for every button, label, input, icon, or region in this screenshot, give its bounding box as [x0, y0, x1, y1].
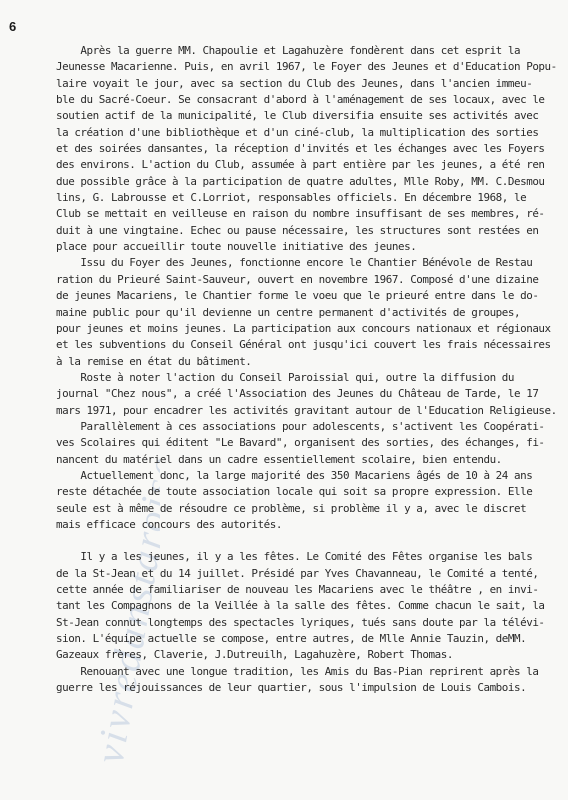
text-line: sion. L'équipe actuelle se compose, entre autres, de Mlle Annie Tauzin, deMM. [56, 632, 527, 646]
text-line: Club se mettait en veilleuse en raison du nombre insuffisant de ses membres, ré- [56, 207, 545, 221]
text-line: de jeunes Macariens, le Chantier forme le voeu que le prieuré entre dans le do- [56, 289, 539, 303]
text-line: ves Scolaires qui éditent "Le Bavard", organisent des sorties, des échanges, fi- [56, 436, 545, 450]
text-line: mars 1971, pour encadrer les activités gravitant autour de l'Education Religieuse. [56, 403, 557, 417]
text-line: seule est à même de résoudre ce problème, si problème il y a, avec le discret [56, 501, 527, 515]
text-line: et les subventions du Conseil Général ont jusqu'ici couvert les frais nécessaires [56, 338, 551, 352]
text-line: Après la guerre MM. Chapoulie et Lagahuzère fondèrent dans cet esprit la [56, 44, 521, 57]
text-line: due possible grâce à la participation de quatre adultes, Mlle Roby, MM. C.Desmou [56, 174, 545, 188]
text-line: reste détachée de toute association locale qui soit sa propre expression. Elle [56, 485, 533, 499]
paragraph [56, 370, 564, 419]
paragraph [56, 549, 564, 663]
text-line: mais efficace concours des autorités. [56, 517, 282, 531]
text-line: guerre les réjouissances de leur quartier, sous l'impulsion de Louis Cambois. [56, 681, 527, 695]
page-number: 6 [9, 19, 17, 34]
text-line: Renouant avec une longue tradition, les Amis du Bas-Pian reprirent après la [56, 664, 539, 678]
text-line: laire voyait le jour, avec sa section du Club des Jeunes, dans l'ancien immeu- [56, 76, 533, 90]
text-line: des environs. L'action du Club, assumée à part entière par les jeunes, a été ren [56, 158, 545, 172]
text-line: maine public pour qu'il devienne un centre permanent d'activités de groupes, [56, 305, 521, 319]
document-body [56, 43, 564, 696]
paragraph-gap [56, 533, 564, 549]
text-line: et des soirées dansantes, la réception d'invités et les échanges avec les Foyers [56, 142, 545, 156]
text-line: lins, G. Labrousse et C.Lorriot, responsables officiels. En décembre 1968, le [56, 191, 527, 205]
text-line: St-Jean connut longtemps des spectacles lyriques, tués sans doute par la télévi- [56, 615, 545, 629]
text-line: Parallèlement à ces associations pour adolescents, s'activent les Coopérati- [56, 419, 545, 433]
text-line: cette année de familiariser de nouveau les Macariens avec le théâtre , en invi- [56, 583, 539, 596]
text-line: ration du Prieuré Saint-Sauveur, ouvert en novembre 1967. Composé d'une dizaine [56, 272, 539, 286]
text-line: journal "Chez nous", a créé l'Association des Jeunes du Château de Tarde, le 17 [56, 387, 539, 401]
paragraph [56, 43, 564, 255]
text-line: la création d'une bibliothèque et d'un ciné-club, la multiplication des sorties [56, 125, 539, 139]
text-line: pour jeunes et moins jeunes. La participation aux concours nationaux et régionaux [56, 321, 551, 335]
text-line: Gazeaux frères, Claverie, J.Dutreuilh, Lagahuzère, Robert Thomas. [56, 648, 453, 662]
text-line: Actuellement donc, la large majorité des 350 Macariens âgés de 10 à 24 ans [56, 468, 533, 482]
text-line: à la remise en état du bâtiment. [56, 354, 252, 368]
paragraph [56, 664, 564, 697]
paragraph [56, 255, 564, 369]
paragraph [56, 419, 564, 468]
text-line: soutien actif de la municipalité, le Club diversifia ensuite ses activités avec [56, 109, 539, 123]
text-line: Roste à noter l'action du Conseil Paroissial qui, outre la diffusion du [56, 370, 515, 384]
text-line: de la St-Jean et du 14 juillet. Présidé par Yves Chavanneau, le Comité a tenté, [56, 566, 539, 580]
text-line: place pour accueillir toute nouvelle initiative des jeunes. [56, 240, 417, 254]
text-line: Jeunesse Macarienne. Puis, en avril 1967, le Foyer des Jeunes et d'Education Popu- [56, 60, 557, 74]
text-line: duit à une vingtaine. Echec ou pause nécessaire, les structures sont restées en [56, 223, 539, 237]
text-line: Issu du Foyer des Jeunes, fonctionne encore le Chantier Bénévole de Restau [56, 256, 533, 270]
watermark-text: vivredanstaroise.com [86, 364, 160, 767]
text-line: ble du Sacré-Coeur. Se consacrant d'abord à l'aménagement de ses locaux, avec le [56, 93, 545, 107]
text-line: nancent du matériel dans un cadre essentiellement scolaire, bien entendu. [56, 452, 502, 466]
text-line: tant les Compagnons de la Veillée à la salle des fêtes. Comme chacun le sait, la [56, 599, 545, 613]
paragraph [56, 468, 564, 533]
text-line: Il y a les jeunes, il y a les fêtes. Le Comité des Fêtes organise les bals [56, 550, 533, 564]
